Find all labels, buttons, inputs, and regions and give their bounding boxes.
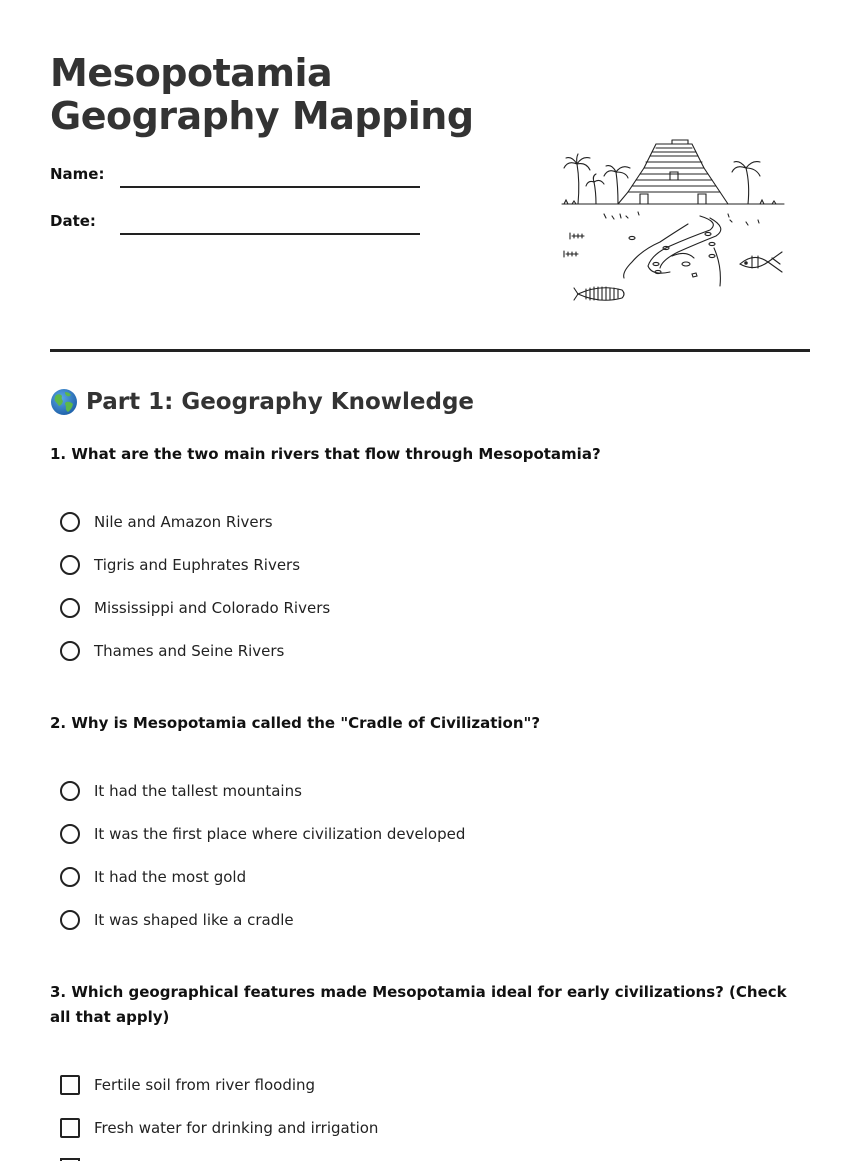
q3-option-2[interactable] <box>60 1118 378 1138</box>
q1-option-3[interactable] <box>60 598 330 618</box>
checkbox[interactable] <box>60 1118 80 1138</box>
option-label: It was the first place where civilization developed <box>94 825 466 843</box>
q1-option-2[interactable] <box>60 555 300 575</box>
option-label: Mississippi and Colorado Rivers <box>94 599 331 617</box>
option-label: Fertile soil from river flooding <box>94 1076 316 1094</box>
section-title-part1 <box>50 388 474 416</box>
title-line-2: Geography Mapping <box>50 94 474 138</box>
name-line[interactable] <box>120 186 420 188</box>
date-line[interactable] <box>120 233 420 235</box>
radio-button[interactable] <box>60 512 80 532</box>
radio-button[interactable] <box>60 824 80 844</box>
radio-button[interactable] <box>60 867 80 887</box>
radio-button[interactable] <box>60 555 80 575</box>
q2-option-2[interactable] <box>60 824 465 844</box>
q2-option-4[interactable] <box>60 910 294 930</box>
radio-button[interactable] <box>60 910 80 930</box>
option-label: It had the most gold <box>94 868 247 886</box>
option-label: Fresh water for drinking and irrigation <box>94 1119 379 1137</box>
question-3: 3. Which geographical features made Mesopotamia ideal for early civilizations? (Check all that apply) <box>50 983 787 1026</box>
q1-option-4[interactable] <box>60 641 284 661</box>
radio-button[interactable] <box>60 641 80 661</box>
q2-option-1[interactable] <box>60 781 302 801</box>
date-label: Date: <box>50 212 96 230</box>
option-label: Nile and Amazon Rivers <box>94 513 273 531</box>
section-title-text: Part 1: Geography Knowledge <box>86 389 475 415</box>
title-line-1: Mesopotamia <box>50 51 333 95</box>
checkbox[interactable] <box>60 1075 80 1095</box>
header-divider <box>50 349 810 352</box>
question-2: 2. Why is Mesopotamia called the "Cradle of Civilization"? <box>50 714 541 732</box>
globe-icon <box>50 388 78 416</box>
q1-option-1[interactable] <box>60 512 273 532</box>
radio-button[interactable] <box>60 598 80 618</box>
q2-option-3[interactable] <box>60 867 246 887</box>
option-label: It was shaped like a cradle <box>94 911 294 929</box>
option-label: It had the tallest mountains <box>94 782 302 800</box>
ziggurat-river-fish-illustration <box>560 138 786 306</box>
option-label: Tigris and Euphrates Rivers <box>94 556 301 574</box>
worksheet-title <box>50 52 474 138</box>
option-label: Thames and Seine Rivers <box>94 642 285 660</box>
q3-option-1[interactable] <box>60 1075 315 1095</box>
radio-button[interactable] <box>60 781 80 801</box>
name-label: Name: <box>50 165 105 183</box>
question-1: 1. What are the two main rivers that flow through Mesopotamia? <box>50 445 601 463</box>
